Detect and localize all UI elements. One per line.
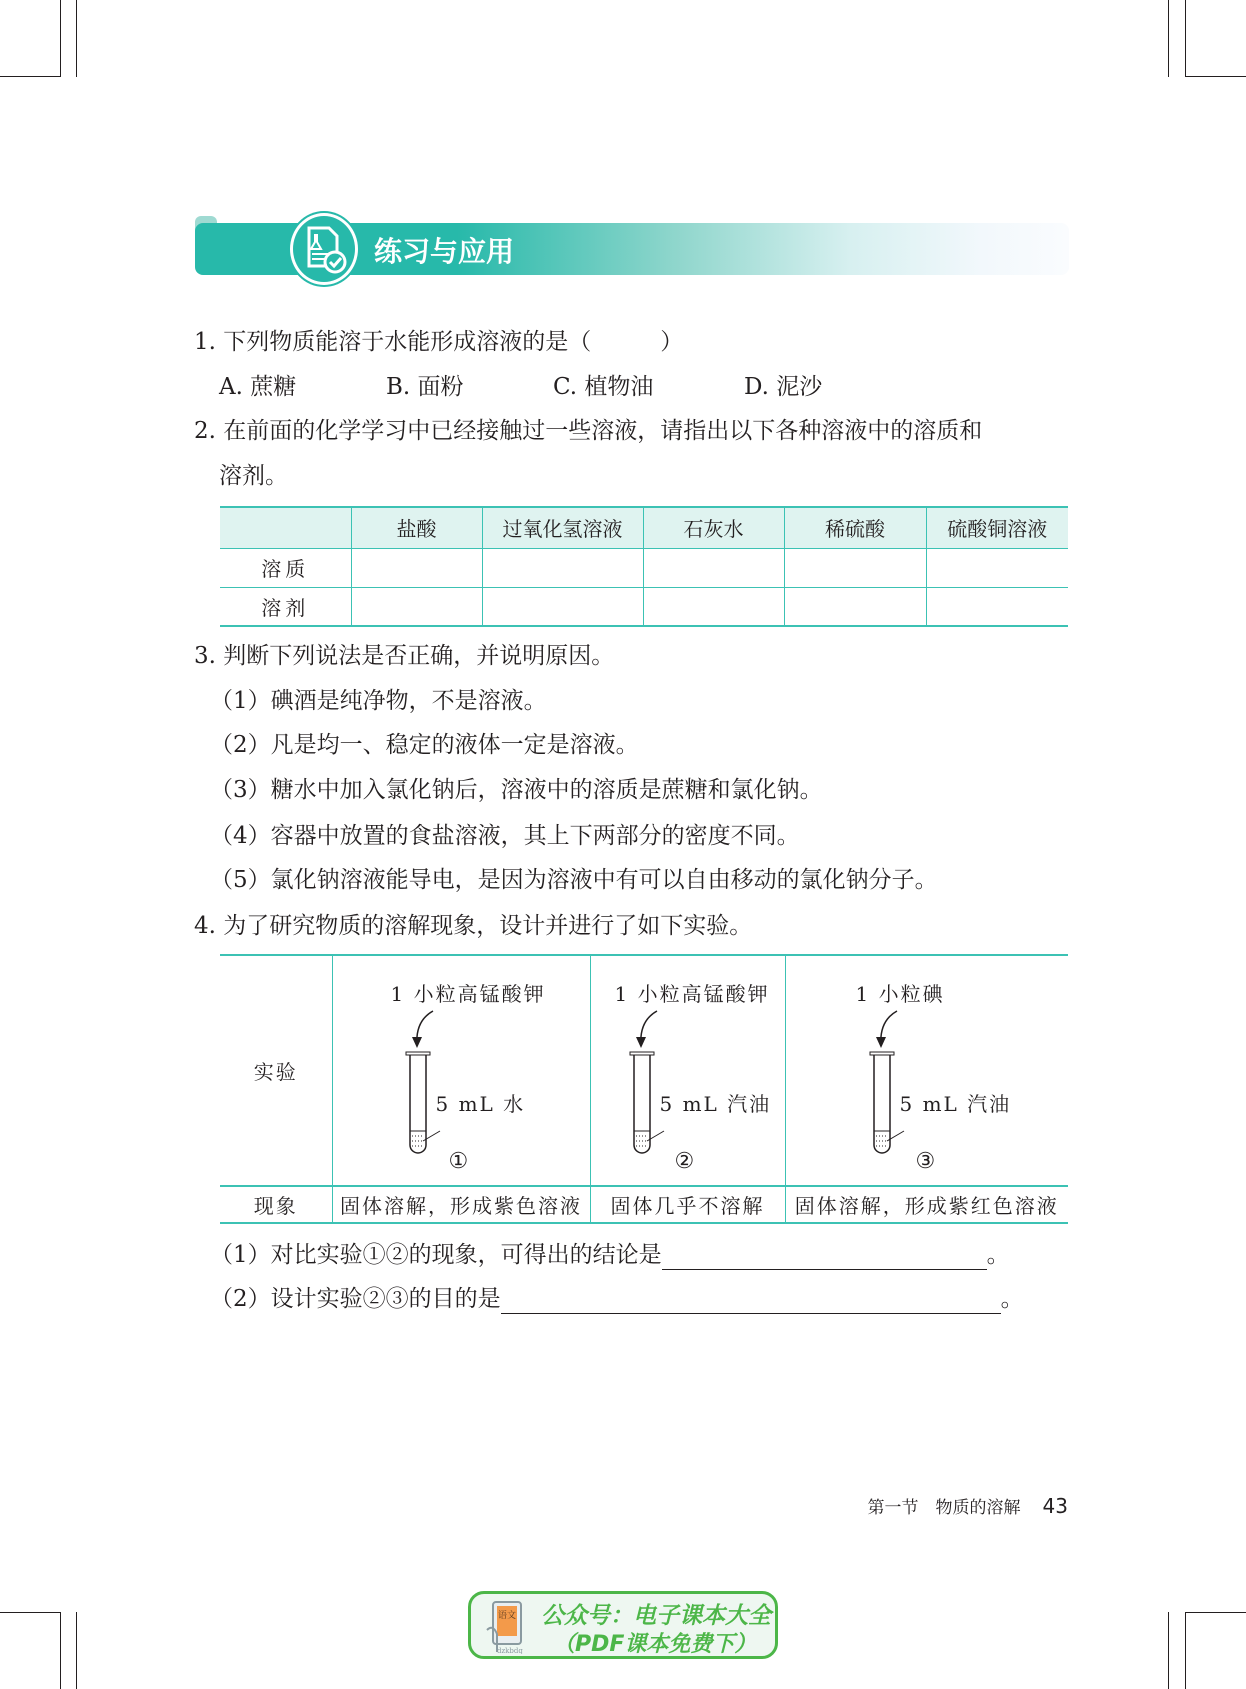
question-3: 3. 判断下列说法是否正确，并说明原因。 [194, 643, 615, 669]
answer-cell[interactable] [351, 587, 482, 626]
crop-mark [0, 1612, 60, 1613]
lab-document-check-icon [290, 213, 358, 285]
experiment-number: ① [448, 1149, 471, 1174]
answer-cell[interactable] [784, 548, 926, 587]
period: 。 [1000, 1286, 1024, 1312]
question-2-cont: 溶剂。 [219, 463, 288, 489]
crop-mark [1168, 0, 1169, 77]
question-1: 1. 下列物质能溶于水能形成溶液的是（ ） [194, 329, 684, 355]
sub-question-1 [210, 1240, 1010, 1270]
footer-section: 第一节 物质的溶解 [867, 1498, 1021, 1518]
option-d: D. 泥沙 [744, 374, 823, 400]
sub-question-text: （1）对比实验①②的现象，可得出的结论是 [210, 1242, 662, 1268]
answer-cell[interactable] [643, 548, 784, 587]
option-b: B. 面粉 [386, 374, 464, 400]
question-4: 4. 为了研究物质的溶解现象，设计并进行了如下实验。 [194, 913, 753, 939]
row-label-experiment: 实验 [220, 955, 332, 1186]
solvent-label: 5 mL 汽油 [899, 1092, 1012, 1116]
table-header: 硫酸铜溶液 [926, 507, 1068, 548]
solute-label: 1 小粒高锰酸钾 [390, 982, 546, 1006]
table-header [220, 507, 351, 548]
experiment-2 [590, 955, 785, 1186]
sub-question-text: （2）设计实验②③的目的是 [210, 1286, 501, 1312]
crop-mark [1168, 1612, 1169, 1689]
solute-label: 1 小粒碘 [855, 982, 945, 1006]
ebook-icon [485, 1600, 535, 1654]
statement-item: （5）氯化钠溶液能导电，是因为溶液中有可以自由移动的氯化钠分子。 [210, 867, 938, 893]
statement-item: （2）凡是均一、稳定的液体一定是溶液。 [210, 732, 639, 758]
answer-blank[interactable] [662, 1246, 987, 1270]
row-label: 溶剂 [220, 587, 351, 626]
watermark-banner [468, 1591, 778, 1659]
statement-item: （1）碘酒是纯净物，不是溶液。 [210, 688, 547, 714]
statement-item: （3）糖水中加入氯化钠后，溶液中的溶质是蔗糖和氯化钠。 [210, 777, 823, 803]
table-header: 盐酸 [351, 507, 482, 548]
page-footer [868, 1493, 1068, 1518]
crop-mark [0, 76, 60, 77]
crop-mark [60, 1612, 61, 1689]
solute-solvent-table [220, 506, 1068, 627]
crop-mark [1186, 1612, 1246, 1613]
answer-blank[interactable] [501, 1290, 1001, 1314]
answer-cell[interactable] [482, 548, 643, 587]
row-label: 溶质 [220, 548, 351, 587]
experiment-table [220, 954, 1068, 1224]
experiment-number: ③ [915, 1149, 938, 1174]
crop-mark [1185, 0, 1186, 77]
statement-item: （4）容器中放置的食盐溶液，其上下两部分的密度不同。 [210, 823, 800, 849]
answer-cell[interactable] [482, 587, 643, 626]
table-header: 稀硫酸 [784, 507, 926, 548]
svg-text:语文: 语文 [498, 1611, 517, 1621]
table-header: 石灰水 [643, 507, 784, 548]
svg-text:dzkbdq: dzkbdq [497, 1647, 523, 1654]
experiment-3 [785, 955, 1068, 1186]
option-a: A. 蔗糖 [219, 374, 297, 400]
watermark-line-1: 公众号：电子课本大全 [541, 1603, 771, 1629]
row-label-phenomenon: 现象 [253, 1194, 298, 1218]
phenomenon-3: 固体溶解，形成紫红色溶液 [785, 1186, 1068, 1223]
sub-question-2 [210, 1284, 1024, 1314]
page-number: 43 [1042, 1494, 1068, 1518]
table-header: 过氧化氢溶液 [482, 507, 643, 548]
crop-mark [60, 0, 61, 77]
phenomenon-1: 固体溶解，形成紫色溶液 [332, 1186, 590, 1223]
answer-cell[interactable] [926, 548, 1068, 587]
answer-cell[interactable] [643, 587, 784, 626]
crop-mark [1185, 1612, 1186, 1689]
crop-mark [1186, 76, 1246, 77]
option-c: C. 植物油 [553, 374, 654, 400]
solvent-label: 5 mL 水 [435, 1092, 526, 1116]
answer-cell[interactable] [351, 548, 482, 587]
answer-cell[interactable] [784, 587, 926, 626]
answer-cell[interactable] [926, 587, 1068, 626]
crop-mark [76, 1612, 77, 1689]
solute-label: 1 小粒高锰酸钾 [614, 982, 770, 1006]
watermark-line-2: （PDF课本免费下） [553, 1632, 757, 1657]
crop-mark [76, 0, 77, 77]
experiment-1 [332, 955, 590, 1186]
period: 。 [986, 1242, 1010, 1268]
solvent-label: 5 mL 汽油 [659, 1092, 772, 1116]
experiment-number: ② [674, 1149, 697, 1174]
phenomenon-2: 固体几乎不溶解 [590, 1186, 785, 1223]
section-title: 练习与应用 [374, 235, 515, 268]
question-2: 2. 在前面的化学学习中已经接触过一些溶液，请指出以下各种溶液中的溶质和 [194, 418, 983, 444]
